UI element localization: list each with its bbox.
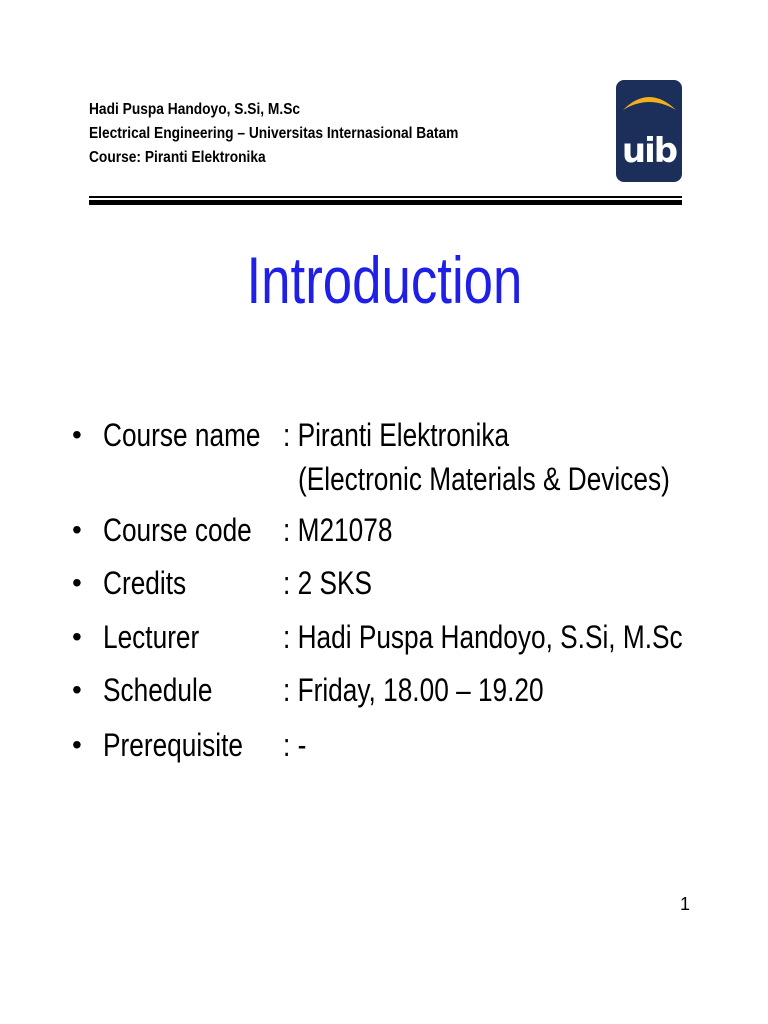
course-line: Course: Piranti Elektronika [89,149,266,166]
slide-title: Introduction [246,243,522,317]
item-value-continuation: (Electronic Materials & Devices) [298,461,670,497]
item-value: : Piranti Elektronika [283,417,510,453]
item-value: : Hadi Puspa Handoyo, S.Si, M.Sc [283,619,683,655]
bullet: • [72,567,82,598]
item-value: : M21078 [283,512,393,548]
bullet: • [72,419,82,450]
item-value: : Friday, 18.00 – 19.20 [283,672,544,708]
item-label: Credits [103,565,187,601]
item-label: Prerequisite [103,727,244,763]
page-number: 1 [680,894,691,914]
bullet: • [72,514,82,545]
bullet: • [72,621,82,652]
logo-text: uib [621,131,677,171]
author-line: Hadi Puspa Handoyo, S.Si, M.Sc [89,101,301,118]
bullet: • [72,729,82,760]
item-label: Schedule [103,672,213,708]
item-value: : 2 SKS [283,565,372,601]
uib-logo [616,80,682,182]
item-label: Course code [103,512,252,548]
department-line: Electrical Engineering – Universitas Internasional Batam [89,125,459,142]
bullet: • [72,674,82,705]
header-divider-thick [89,200,682,205]
header-block [89,98,518,170]
header-divider-thin [89,196,682,198]
item-value: : - [283,727,307,763]
item-label: Lecturer [103,619,200,655]
item-label: Course name [103,417,261,453]
